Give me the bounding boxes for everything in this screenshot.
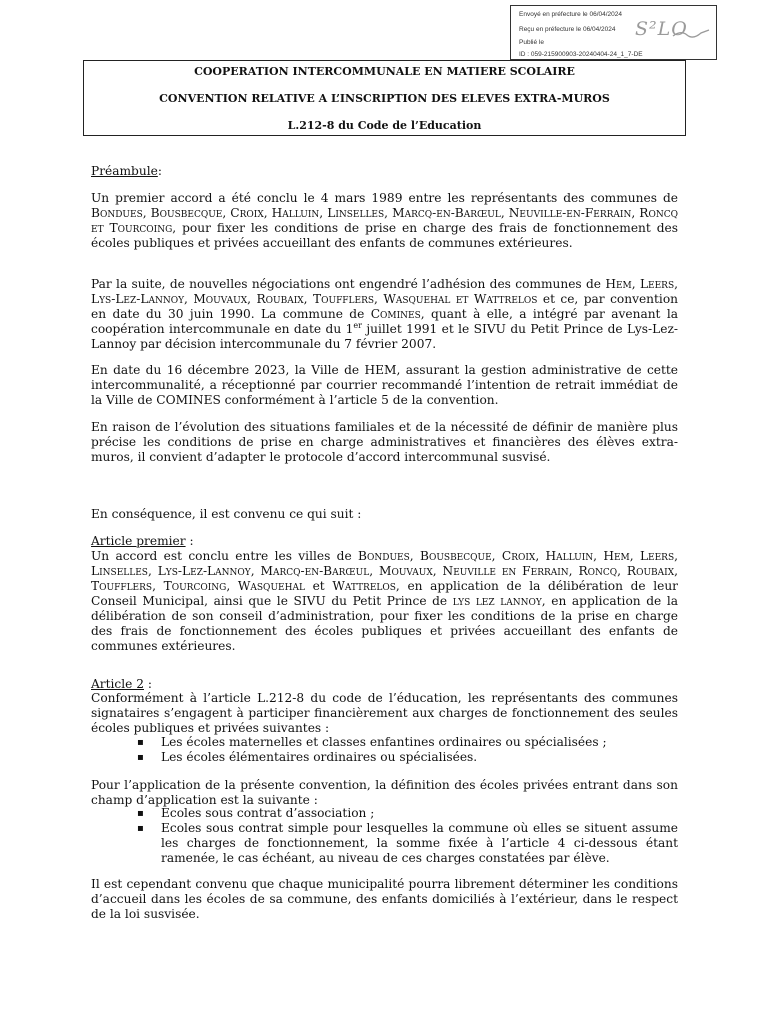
article-2-title: Article 2	[91, 677, 144, 691]
stamp-received: Reçu en préfecture le 06/04/2024	[519, 26, 616, 33]
article-2-paragraph-3: Il est cependant convenu que chaque municipalité pourra librement déterminer les conditions d’accueil dans les écoles de sa commune, des enfants domiciliés à l’extérieur, dans le respect de la loi susvisée.	[91, 877, 678, 921]
preambule-heading: Préambule:	[91, 164, 162, 178]
consequence-line: En conséquence, il est convenu ce qui suit :	[91, 507, 362, 521]
communes-list: Hem, Leers, Lys-Lez-Lannoy, Mouvaux, Roubaix, Toufflers, Wasquehal et Wattrelos	[91, 277, 678, 306]
preambule-paragraph-1: Un premier accord a été conclu le 4 mars 1989 entre les représentants des communes de Bondues, Bousbecque, Croix, Halluin, Linselles, Marcq-en-Barœul, Neuville-en-Ferrain, Roncq et Tourcoing, pour fixer les conditions de prise en charge des frais de fonctionnement des écoles publiques et privées accueillant des enfants de communes extérieures.	[91, 191, 679, 250]
list-item: ▪ Les écoles maternelles et classes enfantines ordinaires ou spécialisées ;	[137, 735, 678, 750]
communes-list: Bondues, Bousbecque, Croix, Halluin, Linselles, Marcq-en-Barœul, Neuville-en-Ferrain, Roncq et Tourcoing	[91, 206, 678, 235]
communes-list: Bondues, Bousbecque, Croix, Halluin, Hem, Leers, Linselles, Lys-Lez-Lannoy, Marcq-en-Barœul, Mouvaux, Neuville en Ferrain, Roncq, Roubaix, Toufflers, Tourcoing, Wasquehal	[91, 549, 678, 593]
article-1-body: Un accord est conclu entre les villes de Bondues, Bousbecque, Croix, Halluin, Hem, Leers, Linselles, Lys-Lez-Lannoy, Marcq-en-Barœul, Mouvaux, Neuville en Ferrain, Roncq, Roubaix, Toufflers, Tourcoing, Wasquehal et Wattrelos, en application de la délibération de leur Conseil Municipal, ainsi que le SIVU du Petit Prince de lys lez lannoy, en application de la délibération de son conseil d’administration, pour fixer les conditions de la prise en charge des frais de fonctionnement des écoles publiques et privées accueillant des enfants de communes extérieures.	[91, 549, 679, 653]
document-header	[83, 60, 686, 136]
prefecture-stamp	[510, 5, 717, 60]
slo-logo: S²LO	[635, 18, 688, 40]
list-item: ▪ Les écoles élémentaires ordinaires ou spécialisées.	[137, 750, 678, 765]
preambule-paragraph-3: En date du 16 décembre 2023, la Ville de HEM, assurant la gestion administrative de cette intercommunalité, a réceptionné par courrier recommandé l’intention de retrait immédiat de la Ville de COMINES conformément à l’article 5 de la convention.	[91, 363, 678, 407]
stamp-id: ID : 059-215900903-20240404-24_1_7-DE	[519, 51, 643, 58]
list-item: ▪ Ecoles sous contrat d’association ;	[137, 806, 678, 821]
header-line-3: L.212-8 du Code de l’Education	[287, 119, 482, 132]
article-2-paragraph-1: Conformément à l’article L.212-8 du code de l’éducation, les représentants des communes signataires s’engagent à participer financièrement aux charges de fonctionnement des seules écoles publiques et privées suivantes :	[91, 691, 678, 735]
article-2-paragraph-2: Pour l’application de la présente convention, la définition des écoles privées entrant dans son champ d’application est la suivante :	[91, 778, 678, 807]
private-schools-list	[137, 806, 678, 866]
slo-swoosh-icon	[671, 28, 711, 40]
article-2-heading: Article 2 :	[91, 677, 152, 691]
school-types-list	[137, 735, 678, 765]
stamp-sent: Envoyé en préfecture le 06/04/2024	[519, 11, 622, 18]
list-item: ▪ Ecoles sous contrat simple pour lesquelles la commune où elles se situent assume les charges de fonctionnement, la somme fixée à l’article 4 ci-dessous étant ramenée, le cas échéant, au niveau de ces charges constatées par élève.	[137, 821, 678, 866]
header-line-1: COOPERATION INTERCOMMUNALE EN MATIERE SCOLAIRE	[194, 65, 575, 78]
stamp-published: Publié le	[519, 39, 544, 46]
preambule-paragraph-2: Par la suite, de nouvelles négociations ont engendré l’adhésion des communes de Hem, Leers, Lys-Lez-Lannoy, Mouvaux, Roubaix, Toufflers, Wasquehal et Wattrelos et ce, par convention en date du 30 juin 1990. La commune de Comines, quant à elle, a intégré par avenant la coopération intercommunale en date du 1er juillet 1991 et le SIVU du Petit Prince de Lys-Lez-Lannoy par décision intercommunale du 7 février 2007.	[91, 277, 679, 351]
article-1-title: Article premier	[91, 534, 186, 548]
header-line-2: CONVENTION RELATIVE A L’INSCRIPTION DES ELEVES EXTRA-MUROS	[159, 92, 610, 105]
article-1-heading: Article premier :	[91, 534, 194, 548]
preambule-paragraph-4: En raison de l’évolution des situations familiales et de la nécessité de définir de manière plus précise les conditions de prise en charge administratives et financières des élèves extra-muros, il convient d’adapter le protocole d’accord intercommunal susvisé.	[91, 420, 678, 464]
preambule-title: Préambule	[91, 164, 158, 178]
